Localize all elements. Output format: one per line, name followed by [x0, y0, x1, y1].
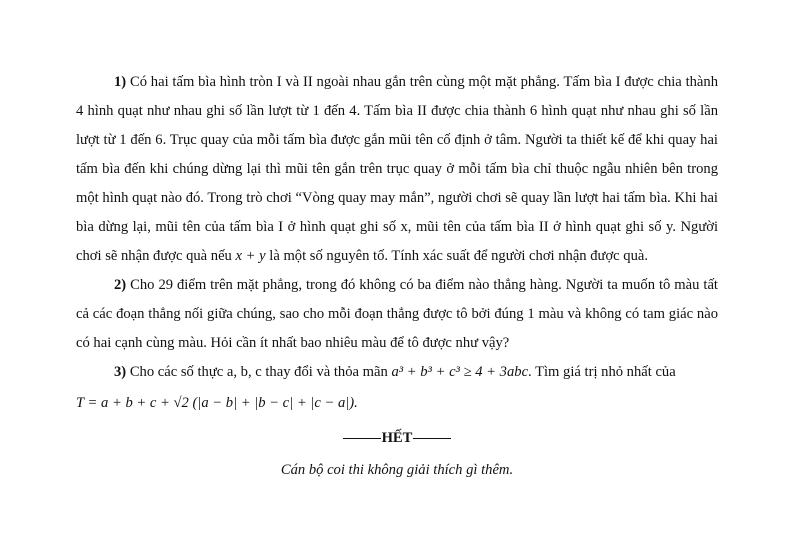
exam-content	[76, 68, 718, 483]
problem-3-text-after: . Tìm giá trị nhỏ nhất của	[528, 364, 676, 380]
problem-1-number: 1)	[114, 74, 127, 90]
problem-3-condition: a³ + b³ + c³ ≥ 4 + 3abc	[391, 364, 529, 380]
problem-2-number: 2)	[114, 277, 127, 293]
problem-3-text-before: Cho các số thực a, b, c thay đổi và thỏa mãn	[126, 364, 392, 380]
problem-1	[76, 68, 718, 271]
end-dash-right	[413, 438, 451, 439]
footer-note: Cán bộ coi thi không giải thích gì thêm.	[280, 462, 514, 478]
problem-2-text: Cho 29 điểm trên mặt phẳng, trong đó không có ba điểm nào thẳng hàng. Người ta muốn tô màu tất cả các đoạn thẳng nối giữa chúng, sao cho mỗi đoạn thẳng được tô bởi đúng 1 màu và không có tam giác nào có hai cạnh cùng màu. Hỏi cần ít nhất bao nhiêu màu để tô được như vậy?	[76, 277, 718, 351]
end-label: HẾT	[381, 430, 413, 446]
problem-2	[76, 271, 718, 358]
problem-1-math: x + y	[235, 248, 266, 264]
problem-3-formula: T = a + b + c + √2 (|a − b| + |b − c| + |c − a|).	[76, 395, 358, 411]
problem-1-text-before: Có hai tấm bìa hình tròn I và II ngoài nhau gắn trên cùng một mặt phẳng. Tấm bìa I được chia thành 4 hình quạt như nhau ghi số lần lượt từ 1 đến 4. Tấm bìa II được chia thành 6 hình quạt như nhau ghi số lần lượt từ 1 đến 6. Trục quay của mỗi tấm bìa được gắn mũi tên cố định ở tâm. Người ta thiết kế để khi quay hai tấm bìa đến khi chúng dừng lại thì mũi tên gắn trên trục quay ở mỗi tấm bìa chỉ thuộc ngẫu nhiên bên trong một hình quạt nào đó. Trong trò chơi “Vòng quay may mắn”, người chơi sẽ quay lần lượt hai tấm bìa. Khi hai bìa dừng lại, mũi tên của tấm bìa I ở hình quạt ghi số x, mũi tên của tấm bìa II ở hình quạt ghi số y. Người chơi sẽ nhận được quà nếu	[76, 74, 718, 264]
end-dash-left	[343, 438, 381, 439]
problem-1-text-after: là một số nguyên tố. Tính xác suất để người chơi nhận được quà.	[265, 248, 649, 264]
problem-3-number: 3)	[114, 364, 127, 380]
end-marker	[76, 425, 718, 451]
problem-3	[76, 358, 718, 387]
